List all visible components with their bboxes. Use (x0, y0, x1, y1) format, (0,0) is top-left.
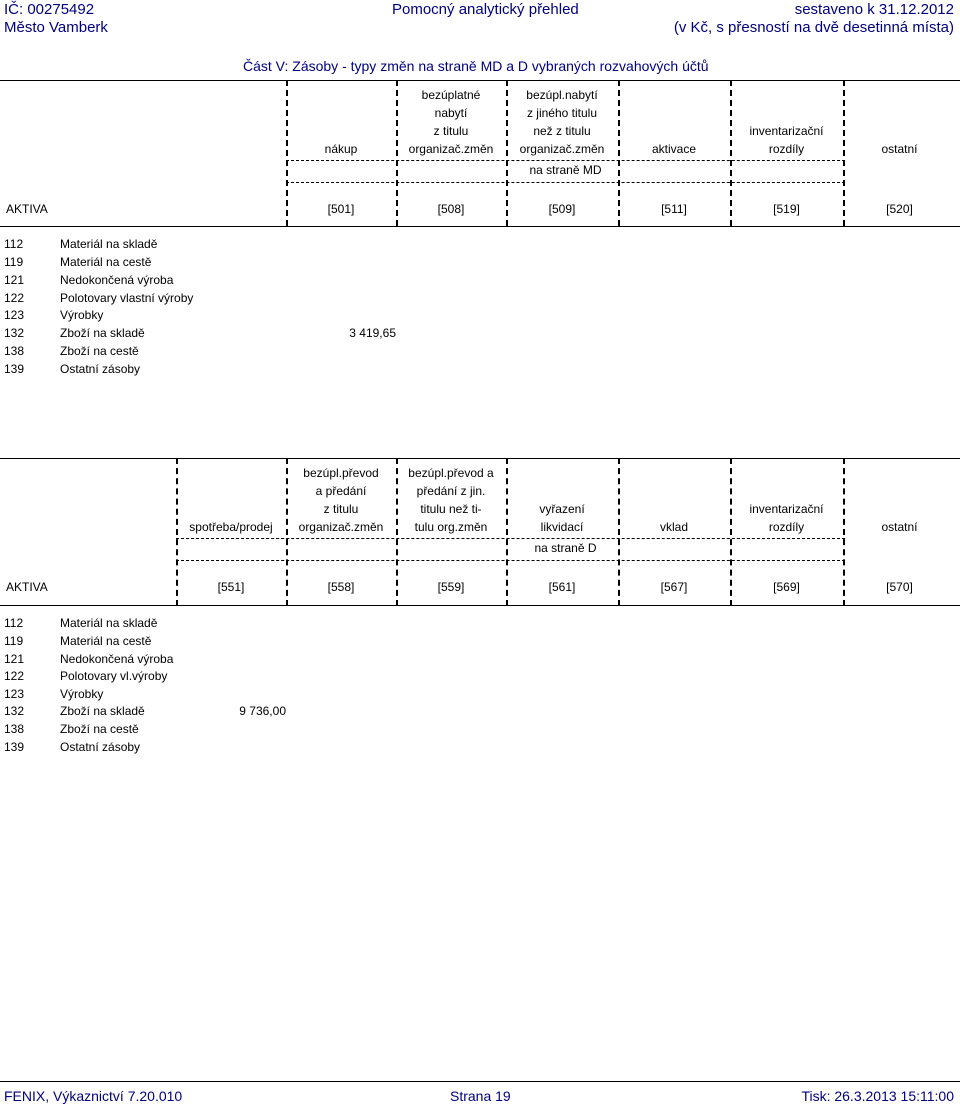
column-header: nákup (324, 142, 358, 156)
column-header: inventarizační rozdíly (749, 124, 824, 156)
column-header: bezúpl.nabytí z jiného titulu než z titulu organizač.změn (519, 88, 605, 156)
column-header: vklad (659, 520, 688, 534)
column-header: bezúplatné nabytí z titulu organizač.změn (408, 88, 494, 156)
row-value: 3 419,65 (349, 326, 396, 340)
column-code: [520] (886, 202, 913, 216)
footer-page: Strana 19 (450, 1088, 511, 1104)
report-type-label: Pomocný analytický přehled (392, 1, 579, 18)
column-code: [501] (327, 202, 355, 216)
side-divider (176, 538, 845, 539)
footer-software: FENIX, Výkaznictví 7.20.010 (4, 1088, 183, 1104)
column-code: [509] (548, 202, 576, 216)
column-header: bezúpl.převod a předání z jin. titulu než ti- tulu org.změn (408, 466, 494, 534)
date-label: sestaveno k 31.12.2012 (794, 1, 954, 18)
column-code: [567] (660, 580, 688, 594)
table-md-top-border (0, 80, 960, 81)
section-title: Část V: Zásoby - typy změn na straně MD a D vybraných rozvahových účtů (243, 58, 709, 74)
column-header: spotřeba/prodej (189, 520, 273, 534)
column-header: ostatní (881, 520, 918, 534)
column-header: vyřazení likvidací (539, 502, 585, 534)
column-code: [519] (773, 202, 800, 216)
side-divider (176, 560, 845, 561)
aktiva-label: AKTIVA (6, 202, 48, 216)
column-code: [559] (437, 580, 465, 594)
column-header: bezúpl.převod a předání z titulu organizač.změn (298, 466, 384, 534)
column-code: [558] (327, 580, 355, 594)
row-value: 9 736,00 (239, 704, 286, 718)
footer-divider (0, 1081, 960, 1082)
column-code: [511] (661, 202, 687, 216)
units-label: (v Kč, s přesností na dvě desetinná místa) (673, 19, 954, 36)
column-header: aktivace (651, 142, 697, 156)
table-d-top-border (0, 458, 960, 459)
footer-print-date: Tisk: 26.3.2013 15:11:00 (801, 1088, 954, 1104)
table-md-header-bottom (0, 226, 960, 227)
aktiva-label: AKTIVA (6, 580, 48, 594)
side-label: na straně MD (529, 163, 602, 177)
column-code: [551] (217, 580, 245, 594)
side-divider (286, 160, 845, 161)
column-header: ostatní (881, 142, 918, 156)
side-divider (286, 182, 845, 183)
column-code: [569] (773, 580, 800, 594)
side-label: na straně D (534, 541, 597, 555)
column-code: [570] (886, 580, 913, 594)
ico-label: IČ: 00275492 (4, 1, 95, 18)
column-code: [561] (548, 580, 576, 594)
city-label: Město Vamberk (4, 19, 108, 36)
table-d-header-bottom (0, 605, 960, 606)
column-code: [508] (437, 202, 465, 216)
column-header: inventarizační rozdíly (749, 502, 824, 534)
